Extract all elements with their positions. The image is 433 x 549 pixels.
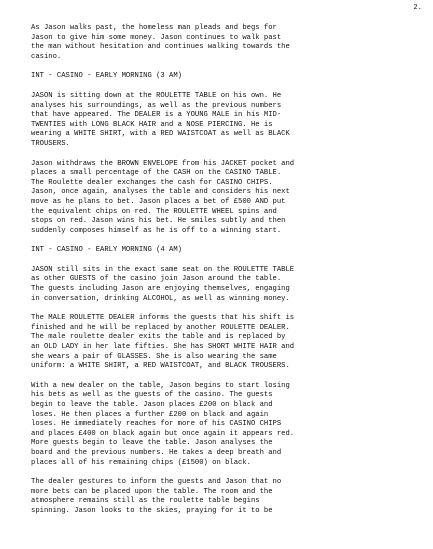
scene-heading-4am: INT - CASINO - EARLY MORNING (4 AM)	[31, 246, 182, 255]
page-number: 2.	[413, 4, 422, 12]
action-paragraph-jason-at-table: JASON is sitting down at the ROULETTE TABLE on his own. He analyses his surroundings, as well as the previous numbers that have appeared. The DEALER is a YOUNG MALE in his MID- TWENTIES with LONG BLACK HAIR and a NOSE PIERCING. He is wearing a WHITE SHIRT, with a RED WAISTCOAT as well as BLACK TROUSERS.	[31, 91, 290, 148]
action-paragraph-losing-bets: With a new dealer on the table, Jason begins to start losing his bets as well as the guests of the casino. The guests begin to leave the table. Jason places £200 on black and loses. He then places a further £200 on black and again loses. He immediately reaches for more of his CASINO CHIPS and places £400 on black again but once again it appears red. More guests begin to leave the table. Jason analyses the board and the previous numbers. He takes a deep breath and places all of his remaining chips (£1500) on black.	[31, 381, 295, 467]
action-paragraph-dealer-change: The MALE ROULETTE DEALER informs the guests that his shift is finished and he will be replaced by another ROULETTE DEALER. The male roulette dealer exits the table and is replaced by an OLD LADY in her late fifties. She has SHORT WHITE HAIR and she wears a pair of GLASSES. She is also wearing the same uniform: a WHITE SHIRT, a RED WAISTCOAT, and BLACK TROUSERS.	[31, 314, 295, 371]
script-body	[31, 24, 411, 527]
action-paragraph-final-spin: The dealer gestures to inform the guests and Jason that no more bets can be placed upon the table. The room and the atmosphere remains still as the roulette table begins spinning. Jason looks to the skies, praying for it to be	[31, 478, 282, 515]
action-paragraph-homeless-man: As Jason walks past, the homeless man pleads and begs for Jason to give him some money. Jason continues to walk past the man without hesitation and continues walking towards the casino.	[31, 24, 290, 61]
action-paragraph-guests-join: JASON still sits in the exact same seat on the ROULETTE TABLE as other GUESTS of the casino join Jason around the table. The guests including Jason are enjoying themselves, engaging in conversation, drinking ALCOHOL, as well as winning money.	[31, 265, 295, 303]
action-paragraph-first-bet: Jason withdraws the BROWN ENVELOPE from his JACKET pocket and places a small percentage of the CASH on the CASINO TABLE. The Roulette dealer exchanges the cash for CASINO CHIPS. Jason, once again, analyses the table and considers his next move as he plans to bet. Jason places a bet of £500 AND put the equivalent chips on red. The ROULETTE WHEEL spins and stops on red. Jason wins his bet. He smiles subtly and then suddenly composes himself as he is off to a winning start.	[31, 159, 295, 235]
scene-heading-3am: INT - CASINO - EARLY MORNING (3 AM)	[31, 72, 182, 81]
